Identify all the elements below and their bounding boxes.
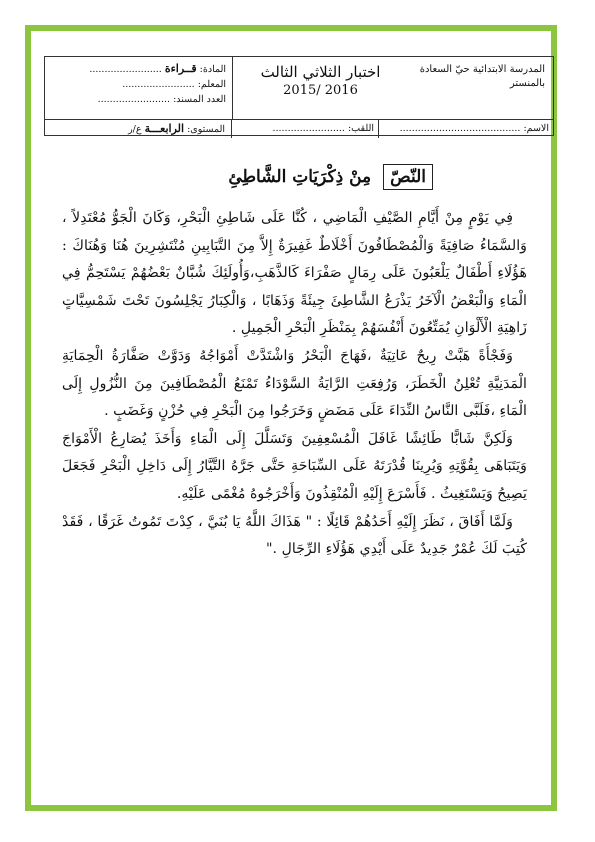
text-title-row xyxy=(228,163,433,191)
grade-dots[interactable]: ........................ xyxy=(97,94,171,105)
paragraph-3: وَلَكِنَّ شَابًّا طَائِشًا غَافَلَ الْمُسْعِفِينَ وَتَسَلَّلَ إِلَى الْمَاءِ وَأَخَذَ يُصَارِعُ الْأَمْوَاجَ وَيَتَبَاهَى بِقُوَّتِهِ وَيُرِينَا قُدْرَتَهُ عَلَى السِّبَاحَةِ حَتَّى جَرَّهُ التَّيَّارُ إِلَى دَاخِلِ الْبَحْرِ فَجَعَلَ يَصِيحُ وَيَسْتَغِيثُ . فَأَسْرَعَ إِلَيْهِ الْمُنْقِذُونَ وَأَخْرَجُوهُ مُغْمًى عَلَيْهِ. xyxy=(62,430,527,502)
exam-title-cell xyxy=(232,57,408,119)
subject-info-cell xyxy=(43,57,232,119)
name-dots: ........................................ xyxy=(399,123,521,134)
name-label: الاسم: xyxy=(523,123,549,134)
name-cell[interactable] xyxy=(378,120,553,138)
paragraph-4: وَلَمَّا أَفَاقَ ، نَظَرَ إِلَيْهِ أَحَدُهُمْ قَائِلًا : " هَذَاكَ اللَّهُ يَا بُنَيَّ ، كِدْتَ تَمُوتُ غَرَقًا ، فَقَدْ كُتِبَ لَكَ عُمْرٌ جَدِيدٌ عَلَى أَيْدِي هَؤُلَاءِ الرِّجَالِ ." xyxy=(62,513,527,558)
text-label-box: النّصّ xyxy=(383,164,433,190)
level-cell xyxy=(43,120,232,138)
level-value: الرابعـــة xyxy=(144,122,185,135)
subject-line xyxy=(49,61,226,77)
exam-header xyxy=(44,56,554,136)
teacher-dots[interactable]: ........................ xyxy=(122,79,195,90)
level-label: المستوى: xyxy=(187,124,225,135)
subject-value: قــراءة xyxy=(164,62,197,75)
text-title: مِنْ ذِكْرَيَاتِ الشَّاطِئِ xyxy=(228,167,372,187)
exam-title: اختبار الثلاثي الثالث xyxy=(260,63,381,81)
level-suffix: ع/ر xyxy=(128,124,142,135)
exam-year: 2015/ 2016 xyxy=(283,83,358,98)
reading-passage xyxy=(62,205,527,564)
subject-dots: ........................ xyxy=(89,64,162,75)
paragraph-1: فِي يَوْمٍ مِنْ أَيَّامِ الصَّيْفِ الْمَاضِي ، كُنَّا عَلَى شَاطِئِ الْبَحْرِ، وَكَانَ الْجَوُّ مُعْتَدِلاً ، وَالسَّمَاءُ صَافِيَةً وَالْمُصْطَافُونَ أَخْلَاطٌ غَفِيرَةٌ إِلاَّ مِنَ التَّبَابِينِ مُنْتَشِرِينَ هُنَا وَهُنَاكَ : هَؤُلَاءِ أَطْفَالٌ يَلْعَبُونَ عَلَى رِمَالٍ صَفْرَاءَ كَالذَّهَبِ،وَأُولَئِكَ شُبَّانٌ بَعْضُهُمْ يَسْتَحِمُّ فِي الْمَاءِ وَالْبَعْضُ الْآخَرُ يَذْرَعُ الشَّاطِئَ جِيئَةً وَذَهَابًا ، وَالْكِبَارُ يَجْلِسُونَ تَحْتَ شَمْسِيَّاتٍ زَاهِيَةِ الْأَلْوَانِ يُمَتِّعُونَ أَنْفُسَهُمْ بِمَنْظَرِ الْبَحْرِ الْجَمِيلِ . xyxy=(62,210,527,337)
grade-line xyxy=(49,92,226,107)
subject-label: المادة: xyxy=(199,64,226,75)
grade-label: العدد المسند: xyxy=(173,94,226,105)
surname-dots: ........................ xyxy=(272,123,345,134)
surname-label: اللقب: xyxy=(347,123,374,134)
teacher-label: المعلم: xyxy=(197,79,226,90)
school-name: المدرسة الابتدائية حيّ السعادة بالمنستر xyxy=(419,64,545,89)
surname-cell[interactable] xyxy=(232,120,378,138)
paragraph-2: وَفَجْأَةً هَبَّتْ رِيحٌ عَاتِيَةٌ ،فَهَاجَ الْبَحْرُ وَاشْتَدَّتْ أَمْوَاجُهُ وَدَوَّتْ صَفَّارَةُ الْحِمَايَةِ الْمَدَنِيَّةِ تُعْلِنُ الْخَطَرَ، وَرُفِعَتِ الرَّايَةُ السَّوْدَاءُ تَمْنَعُ الْمُصْطَافِينَ مِنَ النُّزُولِ إِلَى الْمَاءِ ،فَلَبَّى النَّاسُ النِّدَاءَ عَلَى مَضَضٍ وَخَرَجُوا مِنَ الْبَحْرِ فِي حُزْنٍ وَغَضَبٍ . xyxy=(62,347,527,420)
school-cell xyxy=(408,57,553,119)
teacher-line xyxy=(49,77,226,92)
student-row xyxy=(45,119,553,138)
